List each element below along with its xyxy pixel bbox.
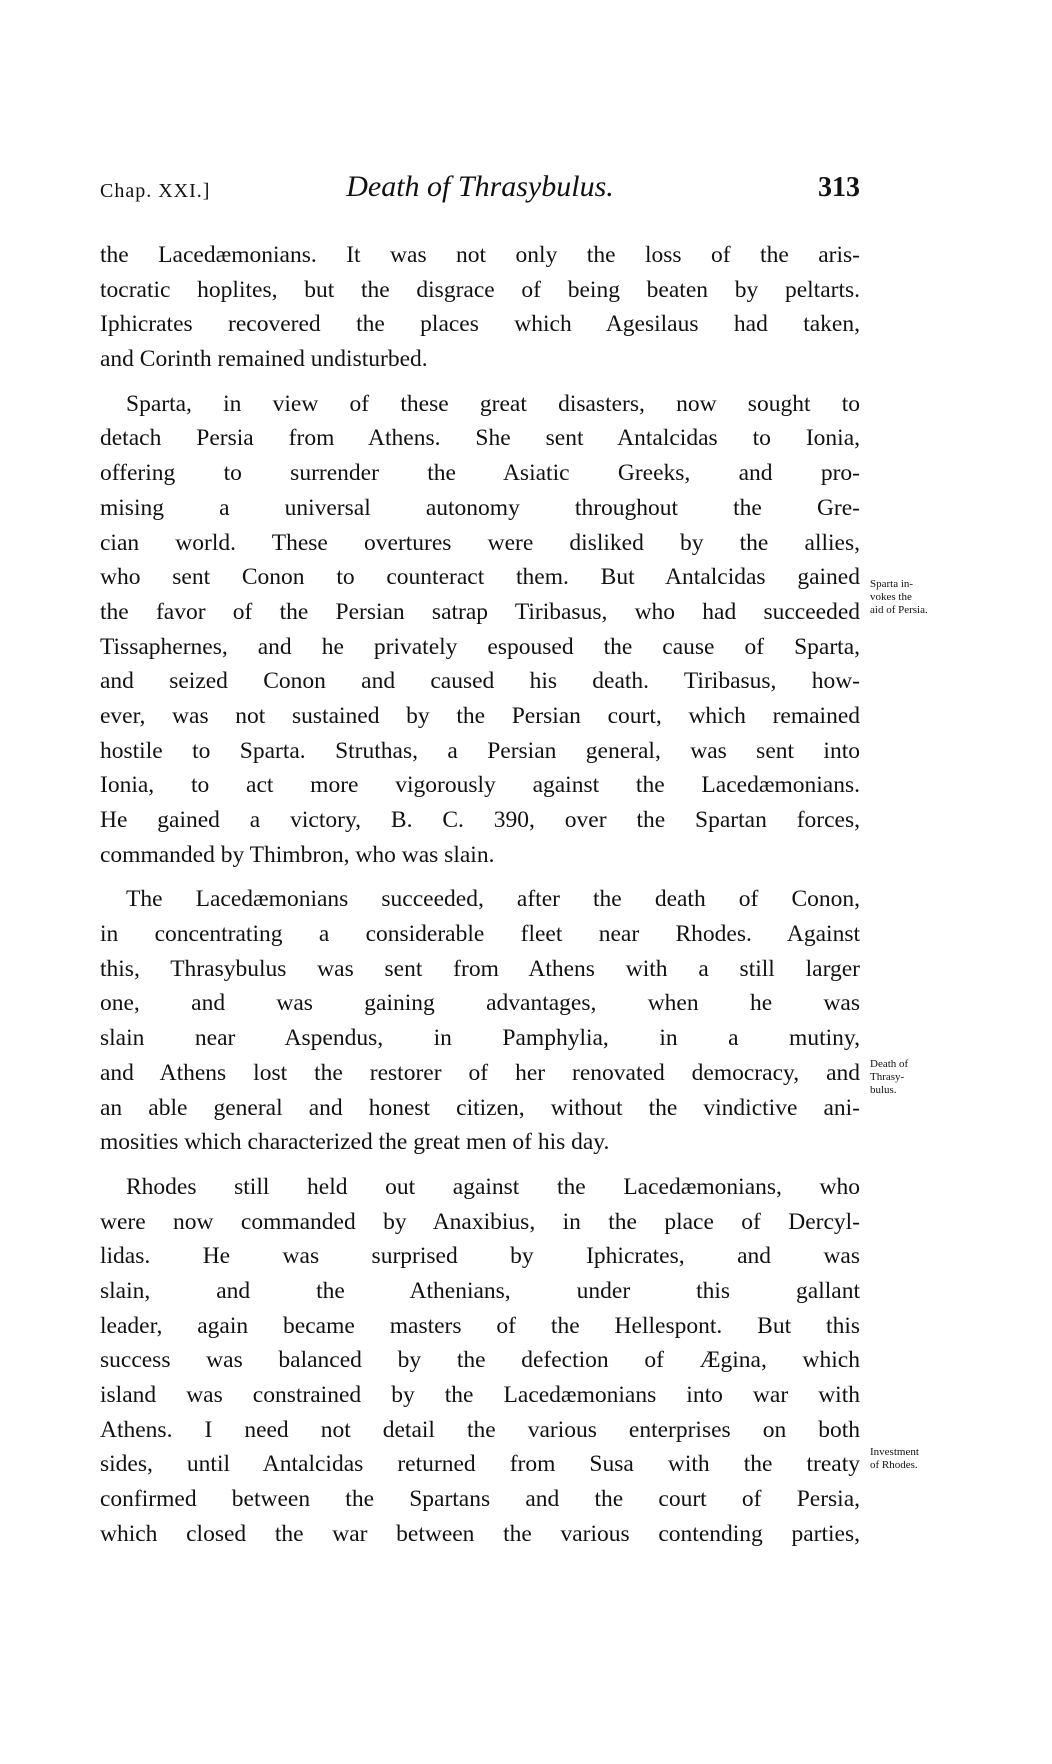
text-line: confirmed between the Spartans and the court of Persia, [100,1486,860,1513]
text-line: the Lacedæmonians. It was not only the loss of the aris- [100,242,860,268]
text-line: Rhodes still held out against the Lacedæmonians, who [126,1173,860,1200]
paragraph [100,387,860,873]
text-line: the favor of the Persian satrap Tiribasus, who had succeeded [100,598,860,625]
sidenote: Death of Thrasy- bulus. [870,1058,909,1096]
text-line: slain, and the Athenians, under this gallant [100,1277,860,1304]
text-line: mosities which characterized the great men of his day. [100,1129,610,1156]
text-line: Iphicrates recovered the places which Agesilaus had taken, [100,311,860,338]
text-line: mising a universal autonomy throughout the Gre- [100,494,860,521]
body-text [100,238,860,1551]
text-line: He gained a victory, B. C. 390, over the Spartan forces, [100,807,860,833]
text-line: and Corinth remained undisturbed. [100,346,428,373]
text-line: and seized Conon and caused his death. Tiribasus, how- [100,668,860,695]
text-line: island was constrained by the Lacedæmonians into war with [100,1382,860,1408]
text-line: success was balanced by the defection of Ægina, which [100,1347,860,1374]
text-line: offering to surrender the Asiatic Greeks, and pro- [100,460,860,487]
sidenote: Investment of Rhodes. [870,1446,919,1471]
paragraph [100,882,860,1160]
text-line: cian world. These overtures were disliked by the allies, [100,529,860,556]
text-line: The Lacedæmonians succeeded, after the death of Conon, [126,886,860,913]
text-line: sides, until Antalcidas returned from Susa with the treaty [100,1451,860,1478]
chapter-label: Chap. XXI.] [100,180,211,202]
text-line: which closed the war between the various contending parties, [100,1520,860,1547]
text-line: leader, again became masters of the Hellespont. But this [100,1312,860,1339]
text-line: ever, was not sustained by the Persian court, which remained [100,702,860,729]
text-line: tocratic hoplites, but the disgrace of being beaten by peltarts. [100,276,860,303]
paragraph [100,238,860,377]
page-number: 313 [818,172,860,203]
text-line: Sparta, in view of these great disasters, now sought to [126,390,860,417]
text-line: Athens. I need not detail the various enterprises on both [100,1416,860,1443]
text-line: slain near Aspendus, in Pamphylia, in a mutiny, [100,1025,860,1052]
text-line: and Athens lost the restorer of her renovated democracy, and [100,1059,860,1086]
text-line: Tissaphernes, and he privately espoused the cause of Sparta, [100,633,860,660]
text-line: lidas. He was surprised by Iphicrates, and was [100,1243,860,1270]
text-line: who sent Conon to counteract them. But Antalcidas gained [100,564,860,591]
paragraph [100,1170,860,1552]
sidenote: Sparta in- vokes the aid of Persia. [870,578,928,616]
text-line: Ionia, to act more vigorously against the Lacedæmonians. [100,772,860,799]
page-title: Death of Thrasybulus. [346,170,614,203]
text-line: this, Thrasybulus was sent from Athens with a still larger [100,955,860,982]
text-line: were now commanded by Anaxibius, in the place of Dercyl- [100,1208,860,1235]
text-line: detach Persia from Athens. She sent Antalcidas to Ionia, [100,425,860,452]
text-line: commanded by Thimbron, who was slain. [100,841,495,868]
text-line: hostile to Sparta. Struthas, a Persian general, was sent into [100,737,860,764]
text-line: in concentrating a considerable fleet near Rhodes. Against [100,921,860,948]
text-line: one, and was gaining advantages, when he was [100,990,860,1017]
running-head [100,170,860,210]
text-line: an able general and honest citizen, without the vindictive ani- [100,1094,860,1121]
